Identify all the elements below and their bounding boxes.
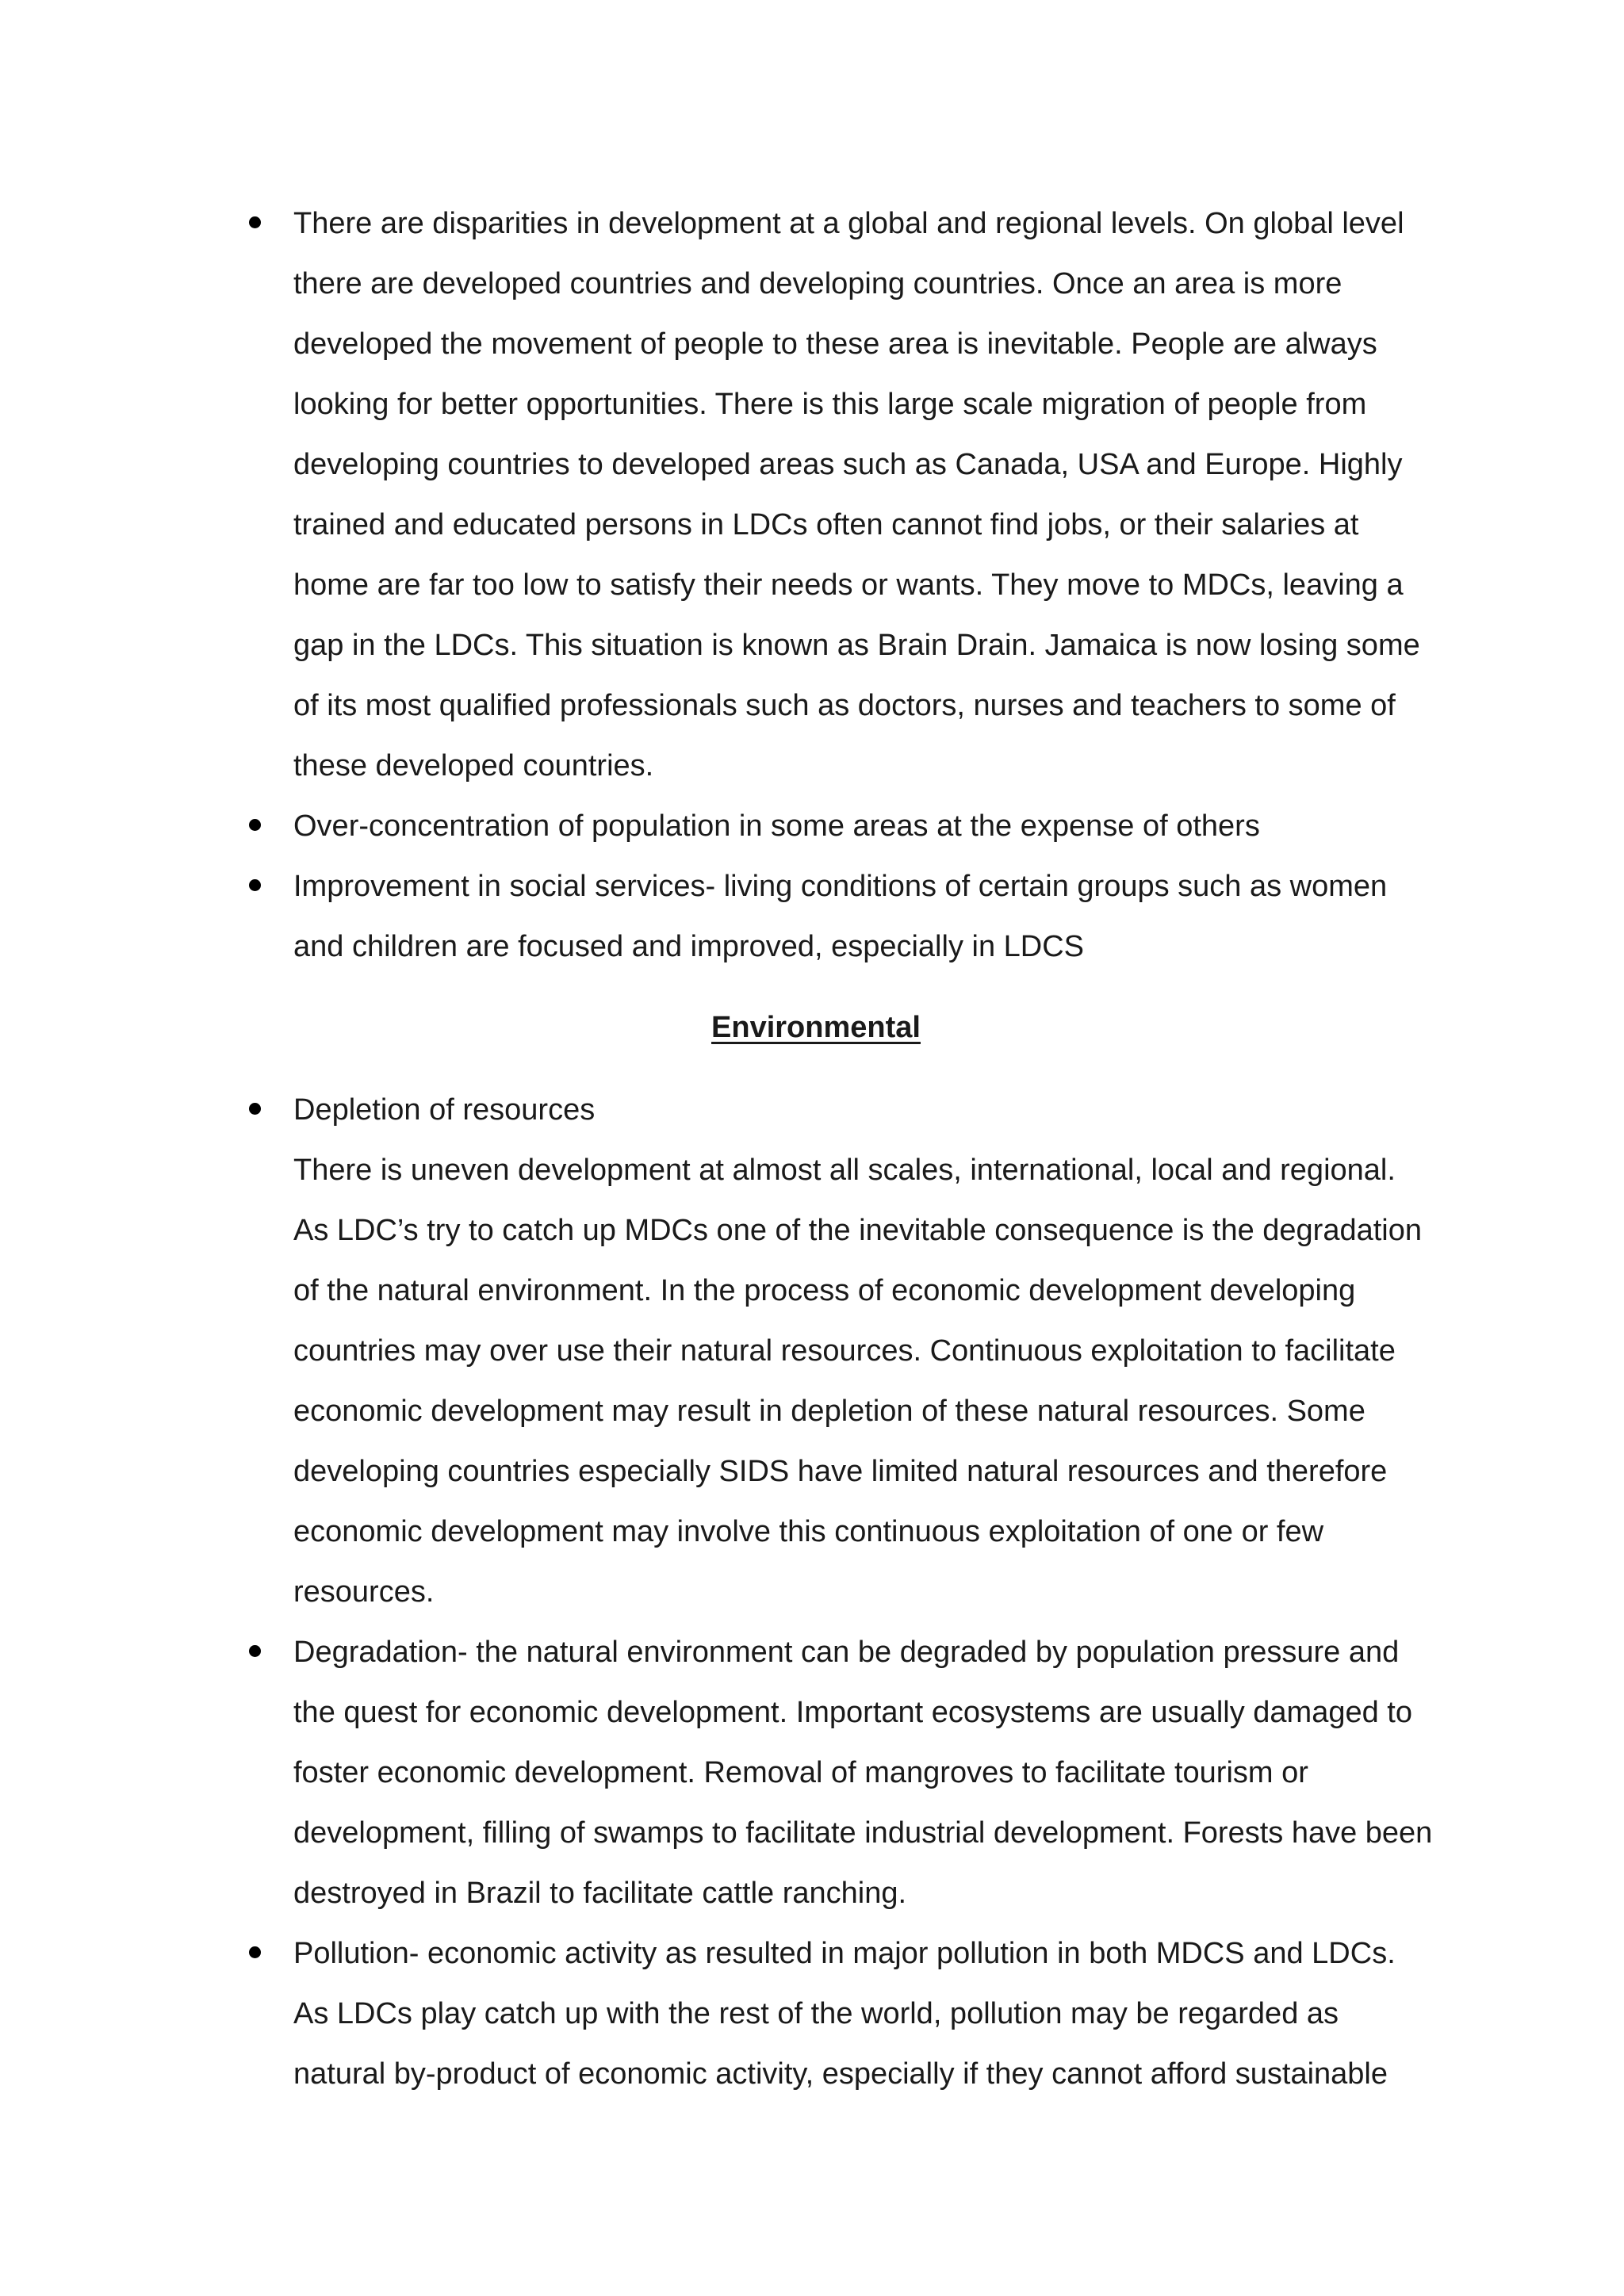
bullet-text: There is uneven development at almost all scales, international, local and regional. As LDC’s try to catch up MDCs one of the inevitable consequence is the degradation of the natural environment. In the process of economic development developing countries may over use their natural resources. Continuous exploitation to facilitate economic development may result in depletion of these natural resources. Some developing countries especially SIDS have limited natural resources and therefore economic development may involve this continuous exploitation of one or few resources. bbox=[293, 1154, 1422, 1609]
bullet-icon bbox=[249, 1946, 261, 1958]
bullet-pollution bbox=[293, 1923, 1435, 2104]
bullet-text: Degradation- the natural environment can be degraded by population pressure and the quest for economic development. Important ecosystems are usually damaged to foster economic development. Removal of mangroves to facilitate tourism or development, filling of swamps to facilitate industrial development. Forests have been destroyed in Brazil to facilitate cattle ranching. bbox=[293, 1636, 1433, 1910]
bullet-social-services bbox=[293, 856, 1435, 977]
bullet-over-concentration bbox=[293, 796, 1435, 856]
bullet-icon bbox=[249, 1103, 261, 1115]
bullet-depletion-of-resources bbox=[293, 1080, 1435, 1622]
section-heading-environmental: Environmental bbox=[711, 1011, 921, 1044]
bullet-text: There are disparities in development at a global and regional levels. On global level there are developed countries and developing countries. Once an area is more developed the movement of people to these area is inevitable. People are always looking for better opportunities. There is this large scale migration of people from developing countries to developed areas such as Canada, USA and Europe. Highly trained and educated persons in LDCs often cannot find jobs, or their salaries at home are far too low to satisfy their needs or wants. They move to MDCs, leaving a gap in the LDCs. This situation is known as Brain Drain. Jamaica is now losing some of its most qualified professionals such as doctors, nurses and teachers to some of these developed countries. bbox=[293, 207, 1420, 783]
bullet-text: Improvement in social services- living conditions of certain groups such as women and children are focused and improved, especially in LDCS bbox=[293, 870, 1388, 963]
bullet-text: Pollution- economic activity as resulted in major pollution in both MDCS and LDCs. As LDCs play catch up with the rest of the world, pollution may be regarded as natural by-product of economic activity, especially if they cannot afford sustainable bbox=[293, 1937, 1396, 2091]
bullet-text: Over-concentration of population in some areas at the expense of others bbox=[293, 809, 1260, 843]
page-content bbox=[293, 193, 1435, 2104]
bullet-icon bbox=[249, 1645, 261, 1657]
bullet-icon bbox=[249, 819, 261, 831]
bullet-brain-drain bbox=[293, 193, 1435, 796]
bullet-degradation bbox=[293, 1622, 1435, 1923]
bullet-icon bbox=[249, 879, 261, 891]
bullet-icon bbox=[249, 216, 261, 228]
bullet-title: Depletion of resources bbox=[293, 1093, 596, 1127]
